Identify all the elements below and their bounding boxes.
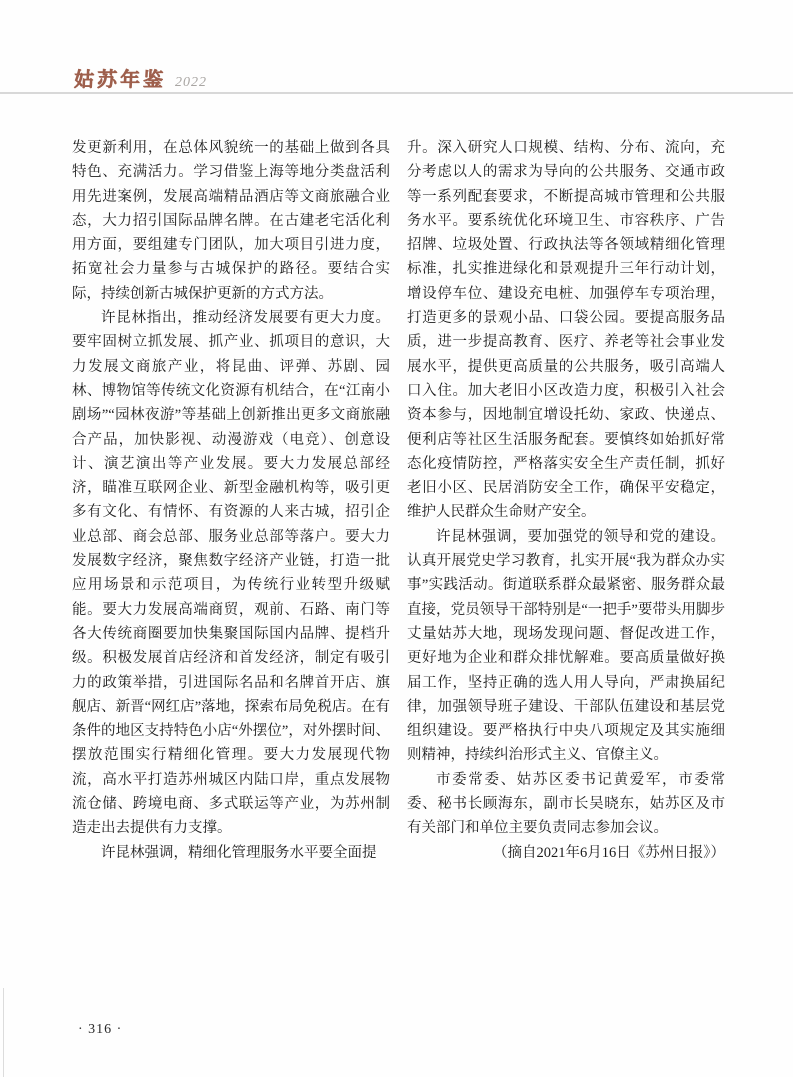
yearbook-logo: 姑苏年鉴	[73, 69, 167, 91]
source-attribution: （摘自2021年6月16日《苏州日报》）	[493, 844, 725, 861]
scan-edge-artifact	[3, 988, 4, 1077]
paragraph-continuation: 发更新利用，在总体风貌统一的基础上做到各具特色、充满活力。学习借鉴上海等地分类盘活利用先进案例，发展高端精品酒店等文商旅融合业态，大力招引国际品牌名牌。在古建老宅活化利用方面，要组建专门团队，加大项目引进力度，拓宽社会力量参与古城保护的路径。要结合实际，持续创新古城保护更新的方式方法。	[72, 140, 390, 302]
paragraph-continuation: 升。深入研究人口规模、结构、分布、流向，充分考虑以人的需求为导向的公共服务、交通市政等一系列配套要求，不断提高城市管理和公共服务水平。要系统优化环境卫生、市容秩序、广告招牌、垃圾处置、行政执法等各领域精细化管理标准，扎实推进绿化和景观提升三年行动计划，增设停车位、建设充电桩、加强停车专项治理，打造更多的景观小品、口袋公园。要提高服务品质，进一步提高教育、医疗、养老等社会事业发展水平，提供更高质量的公共服务，吸引高端人口入住。加大老旧小区改造力度，积极引入社会资本参与，因地制宜增设托幼、家政、快递点、便利店等社区生活服务配套。要慎终如始抓好常态化疫情防控，严格落实安全生产责任制，抓好老旧小区、民居消防安全工作，确保平安稳定，维护人民群众生命财产安全。	[407, 140, 725, 521]
article-body	[72, 136, 725, 865]
yearbook-year: 2022	[175, 75, 207, 90]
right-column	[407, 136, 725, 865]
left-column	[72, 136, 390, 865]
header-rule-divider	[0, 92, 793, 94]
page-header	[74, 63, 207, 92]
paragraph: 许昆林强调，精细化管理服务水平要全面提	[101, 844, 377, 861]
paragraph: 许昆林强调，要加强党的领导和党的建设。认真开展党史学习教育，扎实开展“我为群众办实事”实践活动。街道联系群众最紧密、服务群众最直接，党员领导干部特别是“一把手”要带头用脚步丈量姑苏大地，现场发现问题、督促改进工作，更好地为企业和群众排忧解难。要高质量做好换届工作，坚持正确的选人用人导向，严肃换届纪律，加强领导班子建设、干部队伍建设和基层党组织建设。要严格执行中央八项规定及其实施细则精神，持续纠治形式主义、官僚主义。	[407, 528, 725, 764]
page-number: · 316 ·	[78, 1022, 123, 1037]
paragraph: 市委常委、姑苏区委书记黄爱军，市委常委、秘书长顾海东，副市长吴晓东，姑苏区及市有关部门和单位主要负责同志参加会议。	[407, 771, 725, 837]
paragraph: 许昆林指出，推动经济发展要有更大力度。要牢固树立抓发展、抓产业、抓项目的意识，大力发展文商旅产业，将昆曲、评弹、苏剧、园林、博物馆等传统文化资源有机结合，在“江南小剧场”“园林夜游”等基础上创新推出更多文商旅融合产品，加快影视、动漫游戏（电竞）、创意设计、演艺演出等产业发展。要大力发展总部经济，瞄准互联网企业、新型金融机构等，吸引更多有文化、有情怀、有资源的人来古城，招引企业总部、商会总部、服务业总部等落户。要大力发展数字经济，聚焦数字经济产业链，打造一批应用场景和示范项目，为传统行业转型升级赋能。要大力发展高端商贸，观前、石路、南门等各大传统商圈要加快集聚国际国内品牌、提档升级。积极发展首店经济和首发经济，制定有吸引力的政策举措，引进国际名品和名牌首开店、旗舰店、新晋“网红店”落地，探索布局免税店。在有条件的地区支持特色小店“外摆位”，对外摆时间、摆放范围实行精细化管理。要大力发展现代物流，高水平打造苏州城区内陆口岸，重点发展物流仓储、跨境电商、多式联运等产业，为苏州制造走出去提供有力支撑。	[72, 310, 390, 837]
